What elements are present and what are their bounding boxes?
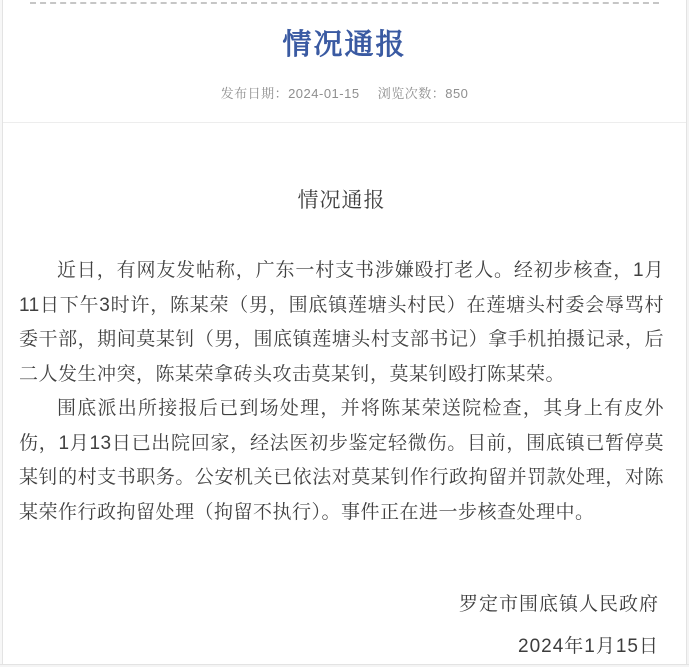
right-border-line [686,0,687,664]
signature-org: 罗定市围底镇人民政府 [458,594,659,615]
publish-date-label: 发布日期： [220,86,289,101]
notice-header [0,0,689,123]
signature-date: 2024年1月15日 [518,636,659,657]
article-paragraph-1: 近日，有网友发帖称，广东一村支书涉嫌殴打老人。经初步核查，1月11日下午3时许，陈某荣（男，围底镇莲塘头村民）在莲塘头村委会辱骂村委干部，期间莫某钊（男，围底镇莲塘头村支部书记）拿手机拍摄记录，后二人发生冲突，陈某荣拿砖头攻击莫某钊，莫某钊殴打陈某荣。 [19,260,664,385]
article-title: 情况通报 [297,189,386,212]
view-count-label: 浏览次数： [377,86,446,101]
signature-block [19,584,664,667]
meta-row [0,85,689,103]
view-count-value: 850 [445,86,469,101]
publish-date-value: 2024-01-15 [288,86,360,101]
header-divider [0,122,689,123]
top-dashed-border [30,2,659,4]
page-title: 情况通报 [282,29,407,61]
bottom-border-line [0,664,689,665]
notice-article [0,187,689,667]
view-count [378,85,469,103]
article-paragraph-2: 围底派出所接报后已到场处理，并将陈某荣送院检查，其身上有皮外伤，1月13日已出院回家，经法医初步鉴定轻微伤。目前，围底镇已暂停莫某钊的村支书职务。公安机关已依法对莫某钊作行政拘留并罚款处理，对陈某荣作行政拘留处理（拘留不执行）。事件正在进一步核查处理中。 [19,398,664,523]
left-border-line [2,0,3,664]
article-body [19,254,664,530]
publish-date [221,85,360,103]
